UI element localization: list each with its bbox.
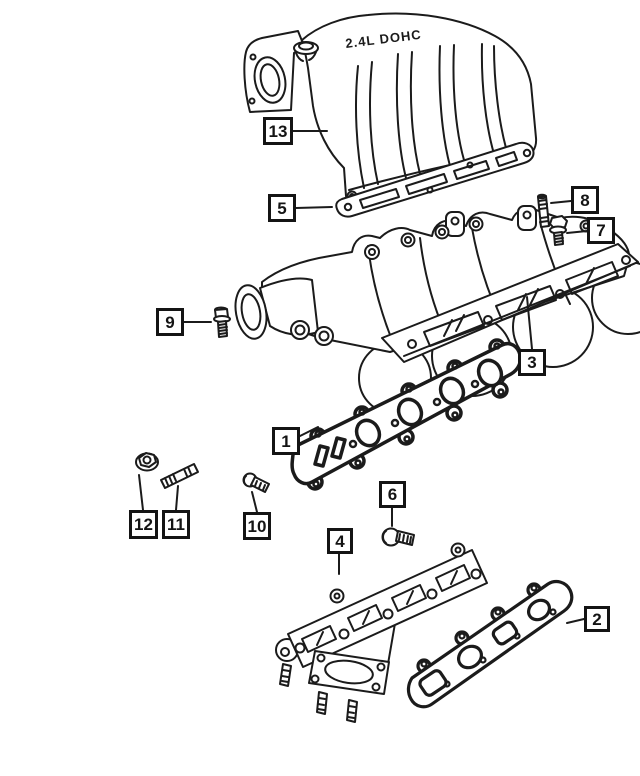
stud-8-drawing bbox=[538, 195, 549, 227]
bolt-9-drawing bbox=[214, 308, 230, 338]
callout-8[interactable]: 8 bbox=[571, 186, 599, 214]
callout-11[interactable]: 11 bbox=[162, 510, 190, 539]
intake-manifold-plenum-drawing bbox=[244, 14, 536, 208]
callout-7[interactable]: 7 bbox=[587, 217, 615, 244]
bolt-6-drawing bbox=[383, 529, 415, 546]
callout-2[interactable]: 2 bbox=[584, 606, 610, 632]
callout-6[interactable]: 6 bbox=[379, 481, 406, 508]
nut-12-drawing bbox=[136, 453, 158, 471]
callout-5[interactable]: 5 bbox=[268, 194, 296, 222]
callout-1[interactable]: 1 bbox=[272, 427, 300, 455]
callout-4[interactable]: 4 bbox=[327, 528, 353, 554]
callout-10[interactable]: 10 bbox=[243, 512, 271, 540]
stud-11-drawing bbox=[161, 464, 198, 488]
bolt-10-drawing bbox=[244, 474, 270, 493]
plenum-embossed-text: 2.4L DOHC bbox=[344, 26, 423, 51]
callout-13[interactable]: 13 bbox=[263, 117, 293, 145]
callout-3[interactable]: 3 bbox=[518, 349, 546, 376]
exhaust-manifold-drawing bbox=[276, 544, 487, 723]
callout-12[interactable]: 12 bbox=[129, 510, 158, 539]
callout-9[interactable]: 9 bbox=[156, 308, 184, 336]
